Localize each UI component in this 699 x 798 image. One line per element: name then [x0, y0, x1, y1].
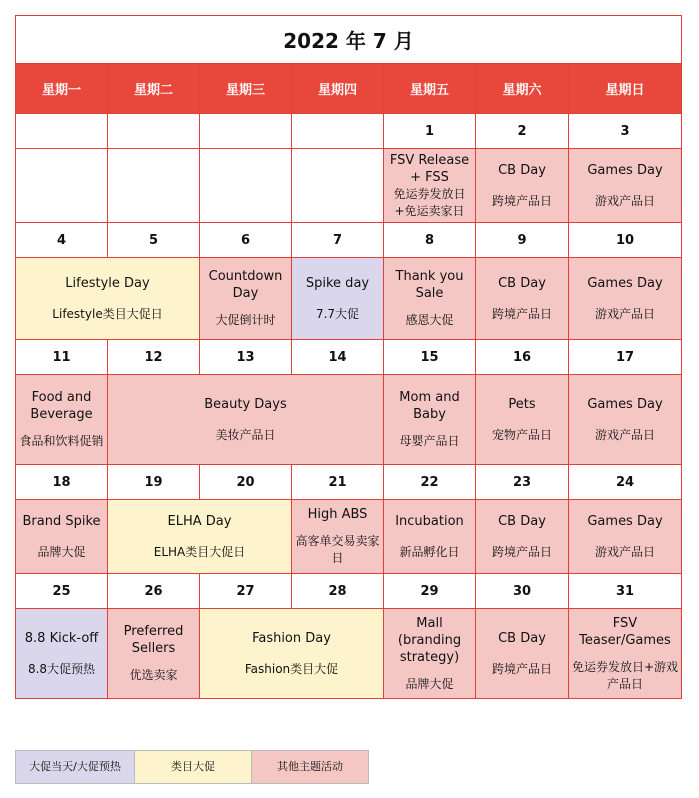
legend [15, 750, 369, 784]
date-number: 29 [384, 574, 476, 609]
event-subtitle: 宠物产品日 [491, 427, 552, 442]
event-subtitle: 食品和饮料促销 [19, 434, 104, 448]
event-title: Games Day [587, 275, 663, 291]
event-title: Games Day [587, 162, 663, 178]
event-cell [16, 500, 108, 574]
date-number: 14 [292, 340, 384, 375]
date-number [292, 114, 384, 149]
date-number: 15 [384, 340, 476, 375]
event-cell [292, 500, 384, 574]
event-title: CB Day [498, 513, 546, 529]
date-number: 27 [200, 574, 292, 609]
event-cell [476, 500, 569, 574]
event-cell [384, 149, 476, 223]
weekday-header: 星期日 [569, 64, 682, 114]
date-number: 5 [108, 223, 200, 258]
date-number: 23 [476, 465, 569, 500]
event-title: Mom and Baby [399, 390, 460, 422]
event-title: CB Day [498, 275, 546, 291]
event-title: Mall (branding strategy) [397, 615, 462, 665]
date-number: 9 [476, 223, 569, 258]
event-title: Pets [508, 396, 536, 412]
event-subtitle: 母婴产品日 [399, 434, 460, 448]
event-subtitle: 大促倒计时 [215, 313, 276, 327]
date-number: 18 [16, 465, 108, 500]
event-subtitle: 新品孵化日 [399, 544, 460, 559]
date-number: 1 [384, 114, 476, 149]
event-title: 8.8 Kick-off [24, 630, 99, 646]
event-title: ELHA Day [167, 513, 232, 529]
date-number: 6 [200, 223, 292, 258]
event-cell [569, 258, 682, 340]
event-subtitle: 7.7大促 [315, 306, 360, 321]
event-subtitle: 跨境产品日 [491, 193, 552, 208]
event-subtitle: 跨境产品日 [491, 306, 552, 321]
event-cell [16, 609, 108, 699]
event-title: FSV Release + FSS [389, 152, 470, 185]
event-cell [16, 375, 108, 465]
event-cell [569, 149, 682, 223]
date-number: 20 [200, 465, 292, 500]
event-subtitle: 游戏产品日 [594, 306, 655, 321]
date-number: 21 [292, 465, 384, 500]
event-title: High ABS [307, 507, 368, 522]
weekday-header: 星期五 [384, 64, 476, 114]
event-cell [384, 375, 476, 465]
event-subtitle: 品牌大促 [37, 544, 86, 559]
event-cell [569, 500, 682, 574]
event-cell [384, 609, 476, 699]
event-subtitle: 品牌大促 [405, 676, 454, 691]
event-cell [476, 375, 569, 465]
event-subtitle: 感恩大促 [405, 313, 454, 327]
event-title: Incubation [395, 513, 464, 529]
event-cell [108, 375, 384, 465]
date-number: 3 [569, 114, 682, 149]
event-title: Thank you Sale [395, 269, 464, 301]
weekday-header: 星期三 [200, 64, 292, 114]
event-cell [16, 258, 200, 340]
event-subtitle: ELHA类目大促日 [153, 544, 246, 559]
event-cell [569, 609, 682, 699]
event-title: Countdown Day [208, 269, 283, 301]
event-title: Fashion Day [252, 630, 331, 646]
event-subtitle: 跨境产品日 [491, 544, 552, 559]
event-subtitle: 跨境产品日 [491, 661, 552, 676]
weekday-header: 星期六 [476, 64, 569, 114]
date-number: 24 [569, 465, 682, 500]
event-title: CB Day [498, 162, 546, 178]
event-subtitle: 优选卖家 [129, 668, 178, 682]
date-number: 13 [200, 340, 292, 375]
event-cell [569, 375, 682, 465]
event-title: FSV Teaser/Games [579, 615, 671, 648]
date-number: 2 [476, 114, 569, 149]
event-cell [108, 500, 292, 574]
event-cell [200, 258, 292, 340]
event-subtitle: 游戏产品日 [594, 544, 655, 559]
weekday-header: 星期二 [108, 64, 200, 114]
event-subtitle: 美妆产品日 [215, 427, 276, 442]
date-number: 11 [16, 340, 108, 375]
date-number: 16 [476, 340, 569, 375]
event-subtitle: 免运券发放日+免运卖家日 [393, 186, 466, 218]
date-number: 7 [292, 223, 384, 258]
date-number [200, 114, 292, 149]
event-cell [476, 149, 569, 223]
date-number: 26 [108, 574, 200, 609]
date-number [108, 114, 200, 149]
date-number: 12 [108, 340, 200, 375]
event-title: Beauty Days [204, 396, 287, 412]
event-title: Spike day [305, 275, 370, 291]
event-cell [476, 609, 569, 699]
date-number: 10 [569, 223, 682, 258]
date-number: 19 [108, 465, 200, 500]
date-number: 30 [476, 574, 569, 609]
empty-cell [108, 149, 200, 223]
date-number: 4 [16, 223, 108, 258]
date-number: 28 [292, 574, 384, 609]
date-number: 25 [16, 574, 108, 609]
event-cell [384, 258, 476, 340]
weekday-header: 星期四 [292, 64, 384, 114]
legend-item-other-theme: 其他主题活动 [252, 751, 368, 783]
weekday-header: 星期一 [16, 64, 108, 114]
empty-cell [292, 149, 384, 223]
event-title: Games Day [587, 513, 663, 529]
empty-cell [200, 149, 292, 223]
event-title: Food and Beverage [30, 390, 93, 422]
date-number: 17 [569, 340, 682, 375]
event-subtitle: 游戏产品日 [594, 427, 655, 442]
empty-cell [16, 149, 108, 223]
event-title: Preferred Sellers [123, 624, 184, 656]
event-subtitle: 高客单交易卖家日 [295, 534, 380, 565]
event-cell [476, 258, 569, 340]
event-title: Games Day [587, 396, 663, 412]
event-cell [292, 258, 384, 340]
event-title: Brand Spike [22, 513, 101, 529]
event-subtitle: 游戏产品日 [594, 193, 655, 208]
event-title: Lifestyle Day [65, 275, 150, 291]
date-number: 8 [384, 223, 476, 258]
calendar-table [15, 15, 682, 699]
event-subtitle: Fashion类目大促 [244, 661, 339, 676]
event-cell [384, 500, 476, 574]
event-subtitle: 8.8大促预热 [27, 661, 96, 676]
legend-item-promo-day: 大促当天/大促预热 [16, 751, 135, 783]
event-cell [108, 609, 200, 699]
event-cell [200, 609, 384, 699]
date-number: 22 [384, 465, 476, 500]
date-number: 31 [569, 574, 682, 609]
event-subtitle: Lifestyle类目大促日 [52, 306, 163, 321]
date-number [16, 114, 108, 149]
legend-item-category-promo: 类目大促 [135, 751, 252, 783]
event-subtitle: 免运券发放日+游戏产品日 [571, 659, 679, 691]
event-title: CB Day [498, 630, 546, 646]
calendar-title: 2022 年 7 月 [16, 16, 682, 64]
